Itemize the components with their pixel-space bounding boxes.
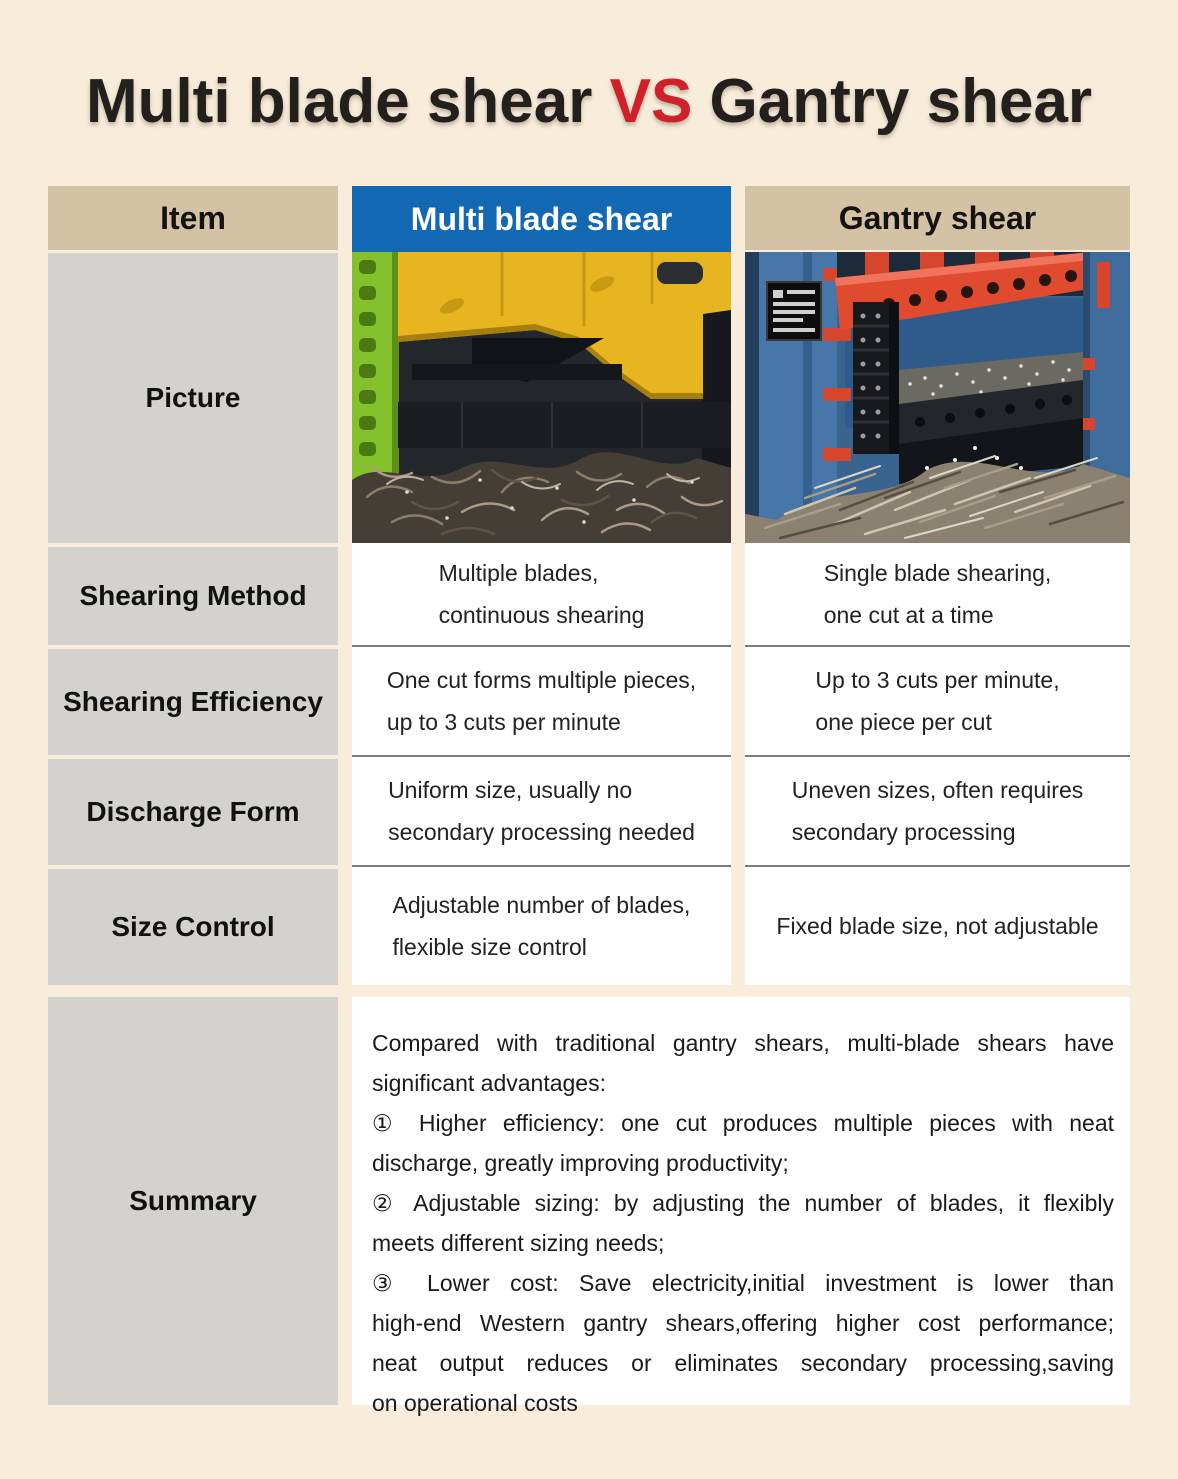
cell-shearing-efficiency-multi (352, 645, 731, 755)
comparison-table (48, 186, 1130, 1416)
cell-text: Up to 3 cuts per minute, one piece per cut (815, 667, 1060, 735)
multi-blade-shear-photo (352, 252, 731, 543)
summary-cell (352, 997, 1130, 1416)
summary-paragraph-2: ② Adjustable sizing: by adjusting the number of blades, it flexibly meets different sizing needs; (372, 1190, 1114, 1256)
row-label-discharge-form (48, 759, 338, 865)
header-gantry-label: Gantry shear (838, 199, 1037, 236)
picture-label-text: Picture (145, 382, 241, 413)
row-label-shearing-method (48, 547, 338, 645)
gantry-shear-illustration (745, 252, 1130, 543)
header-multi-blade-shear (352, 186, 731, 252)
cell-text: Uneven sizes, often requires secondary processing (791, 777, 1084, 845)
header-gantry-shear (745, 186, 1130, 250)
multi-blade-content-column (352, 543, 731, 985)
cell-text: Single blade shearing, one cut at a time (823, 560, 1052, 628)
title-vs: VS (609, 67, 693, 136)
shearing-method-label-text: Shearing Method (79, 580, 307, 611)
row-label-summary (48, 997, 338, 1405)
summary-paragraph-3: ③ Lower cost: Save electricity,initial investment is lower than high-end Western gantry shears,offering higher cost performance; neat output reduces or eliminates secondary processing,saving on operational costs (372, 1270, 1114, 1416)
row-label-shearing-efficiency (48, 649, 338, 755)
cell-size-control-gantry (745, 865, 1130, 985)
cell-shearing-efficiency-gantry (745, 645, 1130, 755)
summary-paragraph-1: ① Higher efficiency: one cut produces multiple pieces with neat discharge, greatly improving productivity; (372, 1110, 1114, 1176)
cell-text: Adjustable number of blades, flexible size control (392, 892, 691, 960)
cell-shearing-method-gantry (745, 543, 1130, 645)
cell-discharge-form-multi (352, 755, 731, 865)
shearing-efficiency-label-text: Shearing Efficiency (63, 686, 323, 717)
cell-shearing-method-multi (352, 543, 731, 645)
summary-label-text: Summary (129, 1185, 257, 1216)
title-left: Multi blade shear (85, 67, 610, 136)
row-label-size-control (48, 869, 338, 985)
cell-text: One cut forms multiple pieces, up to 3 cuts per minute (386, 667, 697, 735)
cell-size-control-multi (352, 865, 731, 985)
cell-text: Multiple blades, continuous shearing (438, 560, 645, 628)
size-control-label-text: Size Control (111, 911, 275, 942)
title-right: Gantry shear (692, 67, 1093, 136)
row-label-picture (48, 253, 338, 543)
gantry-shear-photo (745, 252, 1130, 543)
discharge-form-label-text: Discharge Form (86, 796, 300, 827)
header-item-label: Item (160, 199, 226, 236)
cell-text: Uniform size, usually no secondary processing needed (388, 777, 695, 845)
cell-discharge-form-gantry (745, 755, 1130, 865)
gantry-content-column (745, 543, 1130, 985)
summary-paragraph-intro: Compared with traditional gantry shears, multi-blade shears have significant advantages: (372, 1030, 1114, 1096)
header-multi-blade-label: Multi blade shear (410, 200, 673, 237)
page-title (0, 66, 1178, 138)
header-item (48, 186, 338, 250)
multi-blade-shear-illustration (352, 252, 731, 543)
cell-text: Fixed blade size, not adjustable (776, 913, 1099, 939)
